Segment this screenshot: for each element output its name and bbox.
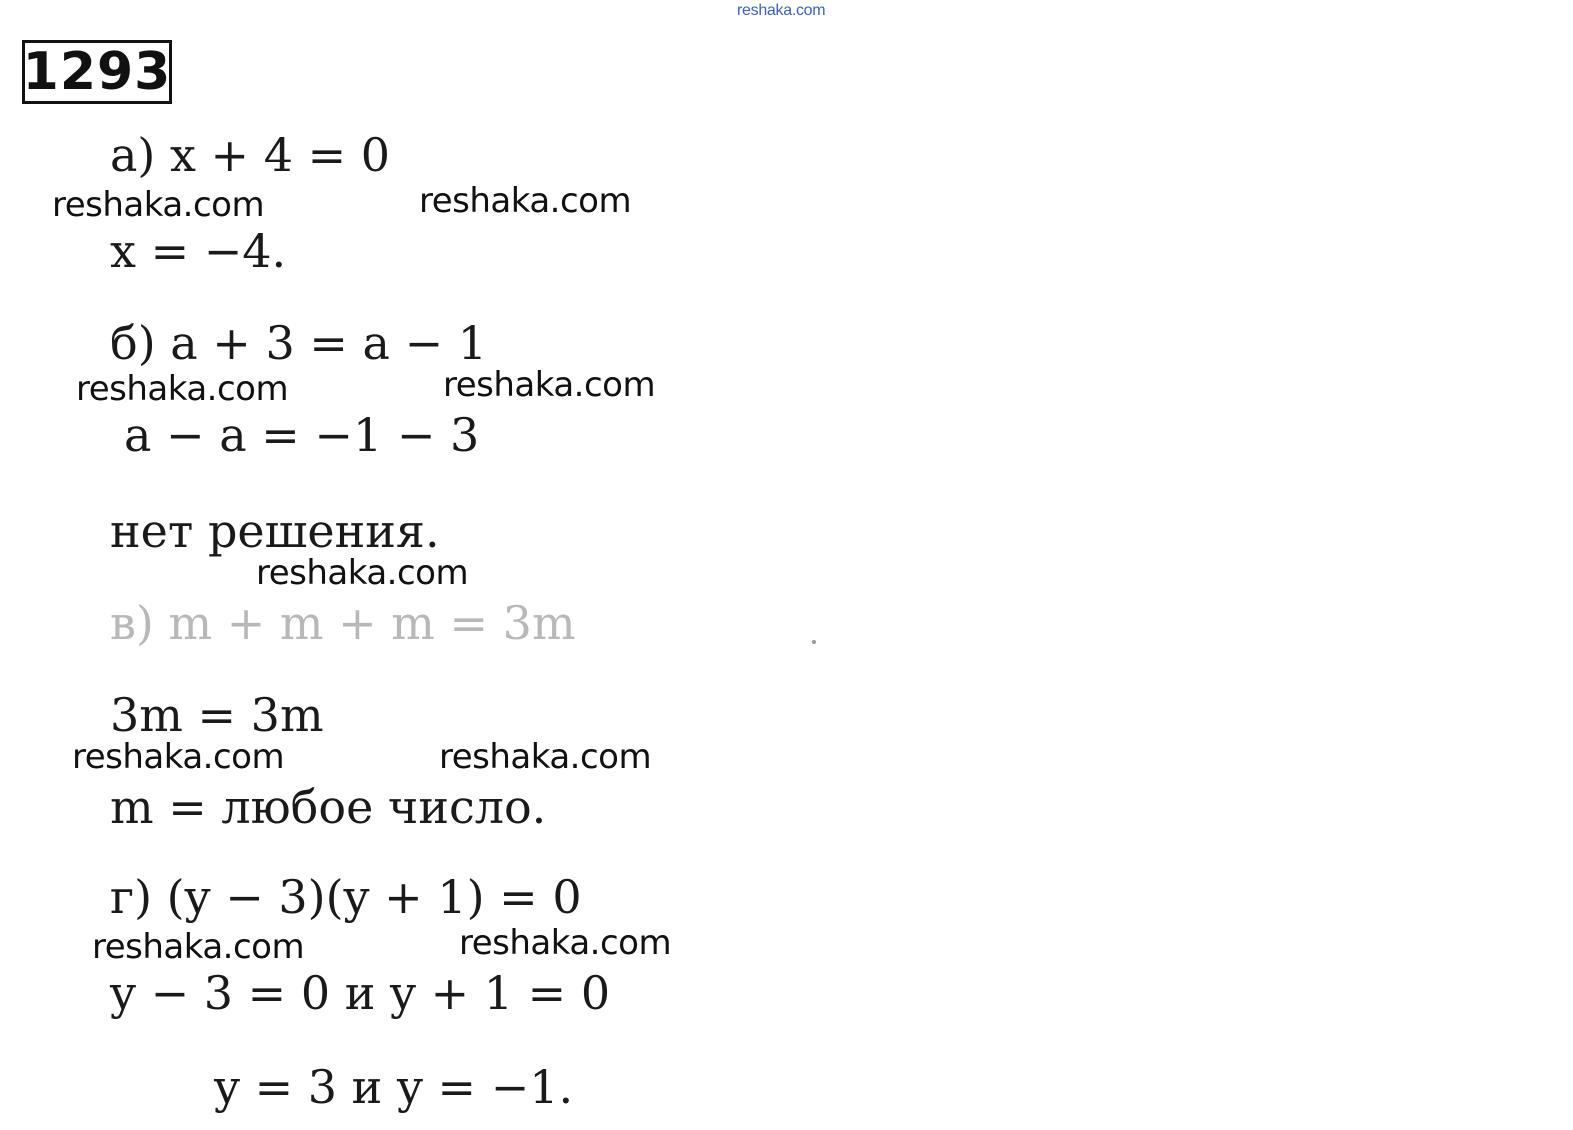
line-g-equation: г) (y − 3)(y + 1) = 0 [110,870,582,924]
watermark: reshaka.com [459,923,672,963]
line-v-equation: в) m + m + m = 3m [110,596,576,650]
watermark: reshaka.com [419,181,632,221]
problem-number-box [22,40,172,104]
site-watermark-top: reshaka.com [737,2,826,19]
line-g-result: y = 3 и y = −1. [214,1060,574,1114]
line-v-result: m = любое число. [110,780,547,834]
watermark: reshaka.com [443,365,656,405]
line-b-step: a − a = −1 − 3 [124,408,480,462]
watermark: reshaka.com [76,369,289,409]
watermark: reshaka.com [439,737,652,777]
watermark: reshaka.com [256,553,469,593]
line-a-solution: x = −4. [110,224,287,278]
line-b-result: нет решения. [110,504,440,558]
stray-dot [812,640,816,644]
line-b-equation: б) a + 3 = a − 1 [110,316,488,370]
watermark: reshaka.com [52,185,265,225]
problem-number: 1293 [22,42,172,102]
line-a-equation: а) x + 4 = 0 [110,128,391,182]
line-v-step: 3m = 3m [110,688,324,742]
watermark: reshaka.com [72,737,285,777]
line-g-step: y − 3 = 0 и y + 1 = 0 [110,966,611,1020]
watermark: reshaka.com [92,927,305,967]
